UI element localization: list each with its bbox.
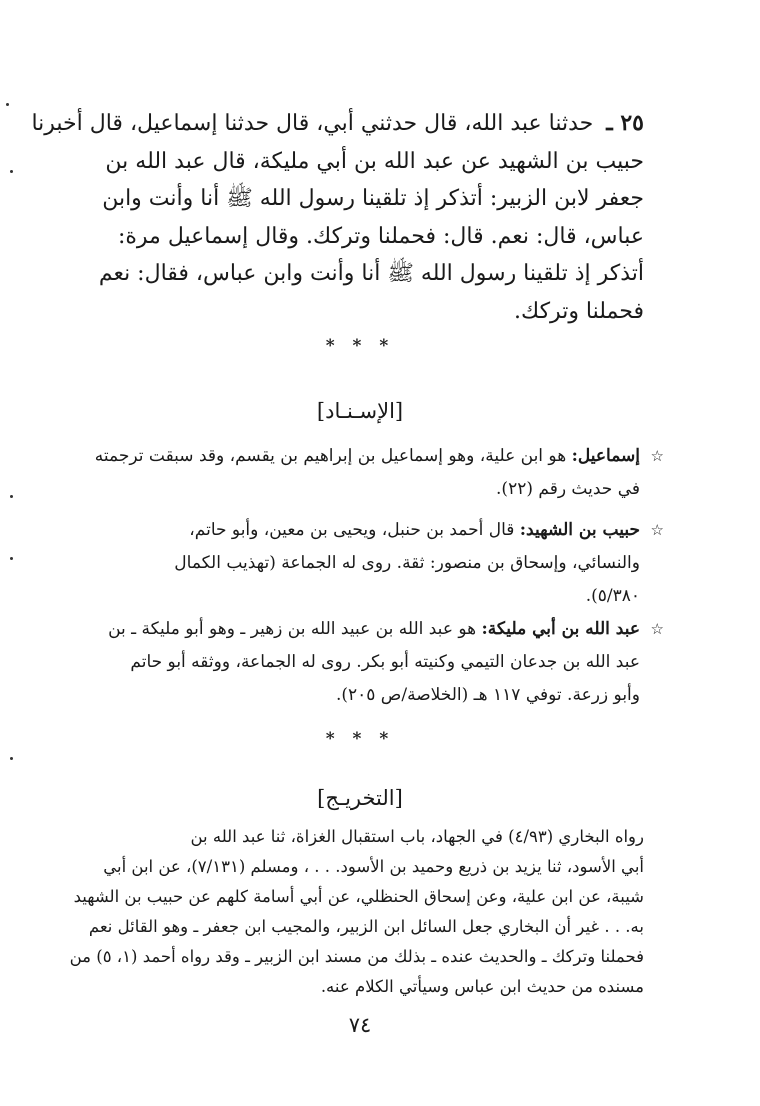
hadith-line: أتذكر إذ تلقينا رسول الله ﷺ أنا وأنت وابن عباس، فقال: نعم xyxy=(98,261,644,286)
takhrij-line: رواه البخاري (٤/٩٣) في الجهاد، باب استقبال الغزاة، ثنا عبد الله بن xyxy=(190,827,644,846)
takhrij-line: به. . . غير أن البخاري جعل السائل ابن الزبير، والمجيب ابن جعفر ـ وهو القائل نعم xyxy=(88,917,644,936)
scan-mark xyxy=(10,757,13,760)
isnad-entry xyxy=(108,613,664,712)
takhrij-line: شيبة، عن ابن علية، وعن إسحاق الحنظلي، عن أبي أسامة كلهم عن حبيب بن الشهيد xyxy=(73,887,644,906)
isnad-heading: [الإسـنـاد] xyxy=(316,399,404,423)
scan-mark xyxy=(10,557,13,560)
isnad-entry xyxy=(94,440,664,506)
hadith-line: عباس، قال: نعم. قال: فحملنا وتركك. وقال إسماعيل مرة: xyxy=(117,223,644,249)
entry-line: ٥/٣٨٠). xyxy=(585,586,640,606)
takhrij-line: فحملنا وتركك ـ والحديث عنده ـ بذلك من مسند ابن الزبير ـ وقد رواه أحمد (١، ٥) من xyxy=(69,947,644,966)
section-separator: * * * xyxy=(325,336,395,356)
section-separator: * * * xyxy=(325,729,395,749)
scan-mark xyxy=(10,495,13,498)
star-bullet-icon: ☆ xyxy=(650,620,664,638)
entry-line: وأبو زرعة. توفي ١١٧ هـ (الخلاصة/ص ٢٠٥). xyxy=(335,685,640,705)
takhrij-line: مسنده من حديث ابن عباس وسيأتي الكلام عنه. xyxy=(320,977,644,996)
narrator-name: حبيب بن الشهيد: xyxy=(519,520,640,540)
hadith-number: ٢٥ ـ xyxy=(606,110,644,136)
entry-line: عبد الله بن جدعان التيمي وكنيته أبو بكر. روى له الجماعة، ووثقه أبو حاتم xyxy=(130,652,640,672)
scan-mark xyxy=(6,103,9,106)
star-bullet-icon: ☆ xyxy=(650,521,664,539)
hadith-line: ٢٥ ـ حدثنا عبد الله، قال حدثني أبي، قال حدثنا إسماعيل، قال أخبرنا xyxy=(31,110,644,136)
hadith-text xyxy=(31,105,644,330)
entry-line: في حديث رقم (٢٢). xyxy=(496,479,640,499)
hadith-line: حبيب بن الشهيد عن عبد الله بن أبي مليكة، قال عبد الله بن xyxy=(105,148,644,174)
narrator-name: إسماعيل: xyxy=(571,446,640,466)
hadith-line: فحملنا وتركك. xyxy=(514,298,644,324)
entry-line: عبد الله بن أبي مليكة: هو عبد الله بن عبيد الله بن زهير ـ وهو أبو مليكة ـ بن xyxy=(108,619,640,639)
narrator-name: عبد الله بن أبي مليكة: xyxy=(481,619,640,639)
entry-line: حبيب بن الشهيد: قال أحمد بن حنبل، ويحيى بن معين، وأبو حاتم، xyxy=(189,520,640,540)
entry-line: إسماعيل: هو ابن علية، وهو إسماعيل بن إبراهيم بن يقسم، وقد سبقت ترجمته xyxy=(94,446,640,466)
takhrij-heading: [التخريـج] xyxy=(317,786,403,810)
scan-mark xyxy=(10,170,13,173)
takhrij-text xyxy=(69,822,644,1002)
isnad-entry xyxy=(112,514,664,613)
takhrij-line: أبي الأسود، ثنا يزيد بن ذريع وحميد بن الأسود. . . ، ومسلم (٧/١٣١)، عن ابن أبي xyxy=(103,857,644,876)
page-number: ٧٤ xyxy=(348,1013,372,1037)
entry-line: والنسائي، وإسحاق بن منصور: ثقة. روى له الجماعة (تهذيب الكمال xyxy=(174,553,640,573)
star-bullet-icon: ☆ xyxy=(650,447,664,465)
hadith-line: جعفر لابن الزبير: أتذكر إذ تلقينا رسول الله ﷺ أنا وأنت وابن xyxy=(102,186,644,211)
